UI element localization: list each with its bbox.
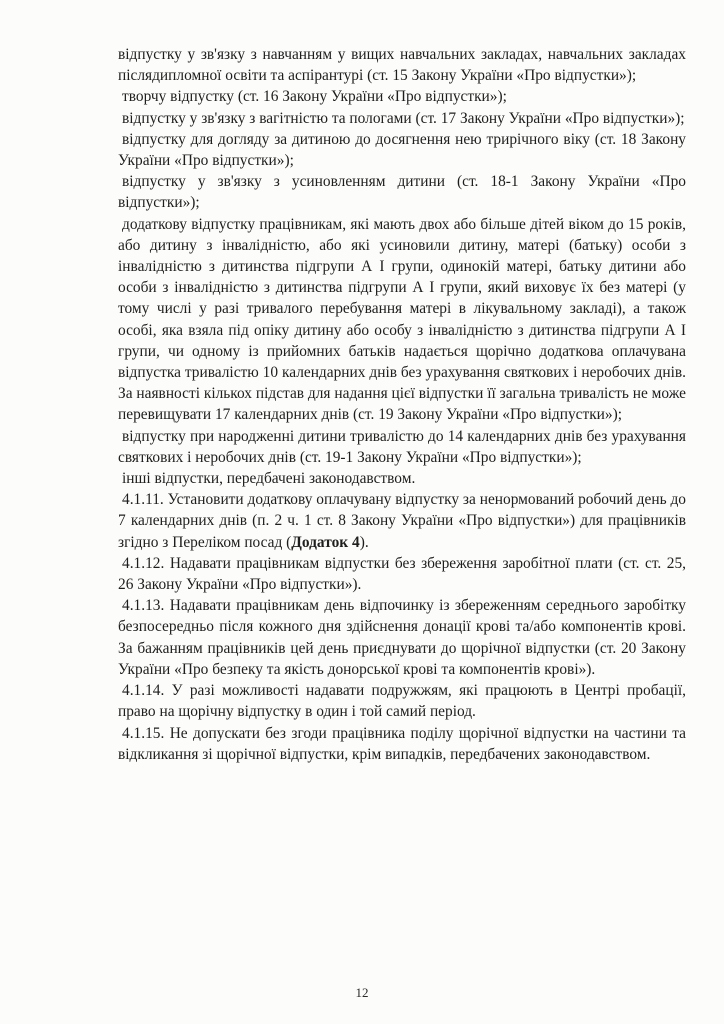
list-item: відпустку у зв'язку з усиновленням дитини (ст. 18-1 Закону України «Про відпустки»); xyxy=(118,173,686,212)
list-item: відпустку у зв'язку з навчанням у вищих навчальних закладах, навчальних закладах післядипломної освіти та аспірантурі (ст. 15 Закону України «Про відпустки»); xyxy=(118,46,686,85)
section-4-1-13: 4.1.13. Надавати працівникам день відпочинку із збереженням середнього заробітку безпосередньо після кожного дня здійснення донації крові та/або компонентів крові. За бажанням працівників цей день приєднувати до щорічної відпустки (ст. 20 Закону України «Про безпеку та якість донорської крові та компонентів крові»). xyxy=(118,597,686,678)
list-item: відпустку при народженні дитини тривалістю до 14 календарних днів без урахування святкових і неробочих днів (ст. 19-1 Закону України «Про відпустки»); xyxy=(118,427,686,466)
list-item: інші відпустки, передбачені законодавством. xyxy=(122,470,416,488)
section-4-1-11 xyxy=(118,489,686,553)
page-number: 12 xyxy=(355,985,369,1000)
list-item: творчу відпустку (ст. 16 Закону України «Про відпустки»); xyxy=(122,88,507,106)
section-text: 4.1.11. Установити додаткову оплачувану відпустку за ненормований робочий день до 7 календарних днів (п. 2 ч. 1 ст. 8 Закону України «Про відпустки») для працівників згідно з Переліком посад ( xyxy=(118,491,686,551)
section-4-1-12: 4.1.12. Надавати працівникам відпустки без збереження заробітної плати (ст. ст. 25, 26 Закону України «Про відпустки»). xyxy=(118,554,686,594)
list-item: відпустку у зв'язку з вагітністю та пологами (ст. 17 Закону України «Про відпустки»); xyxy=(122,109,685,127)
section-tail: ). xyxy=(359,533,369,551)
section-4-1-14: 4.1.14. У разі можливості надавати подружжям, які працюють в Центрі пробації, право на щорічну відпустку в один і той самий період. xyxy=(118,682,686,721)
section-4-1-15: 4.1.15. Не допускати без згоди працівника поділу щорічної відпустки на частини та відкликання зі щорічної відпустки, крім випадків, передбачених законодавством. xyxy=(118,724,686,763)
list-item: додаткову відпустку працівникам, які мають двох або більше дітей віком до 15 років, або дитину з інвалідністю, або які усиновили дитину, матері (батьку) особи з інвалідністю з дитинства підгрупи А І групи, одинокій матері, батьку дитини або особи з інвалідністю з дитинства підгрупи А І групи, який виховує їх без матері (у тому числі у разі тривалого перебування матері в лікувальному закладі), а також особі, яка взяла під опіку дитину або особу з інвалідністю з дитинства підгрупи А І групи, чи одному із прийомних батьків надається щорічно додаткова оплачувана відпустка тривалістю 10 календарних днів без урахування святкових і неробочих днів. За наявності кількох підстав для надання цієї відпустки її загальна тривалість не може перевищувати 17 календарних днів (ст. 19 Закону України «Про відпустки»); xyxy=(118,215,686,424)
list-item: відпустку для догляду за дитиною до досягнення нею трирічного віку (ст. 18 Закону України «Про відпустки»); xyxy=(118,130,686,170)
document-body xyxy=(118,44,686,765)
appendix-reference: Додаток 4 xyxy=(291,533,360,551)
